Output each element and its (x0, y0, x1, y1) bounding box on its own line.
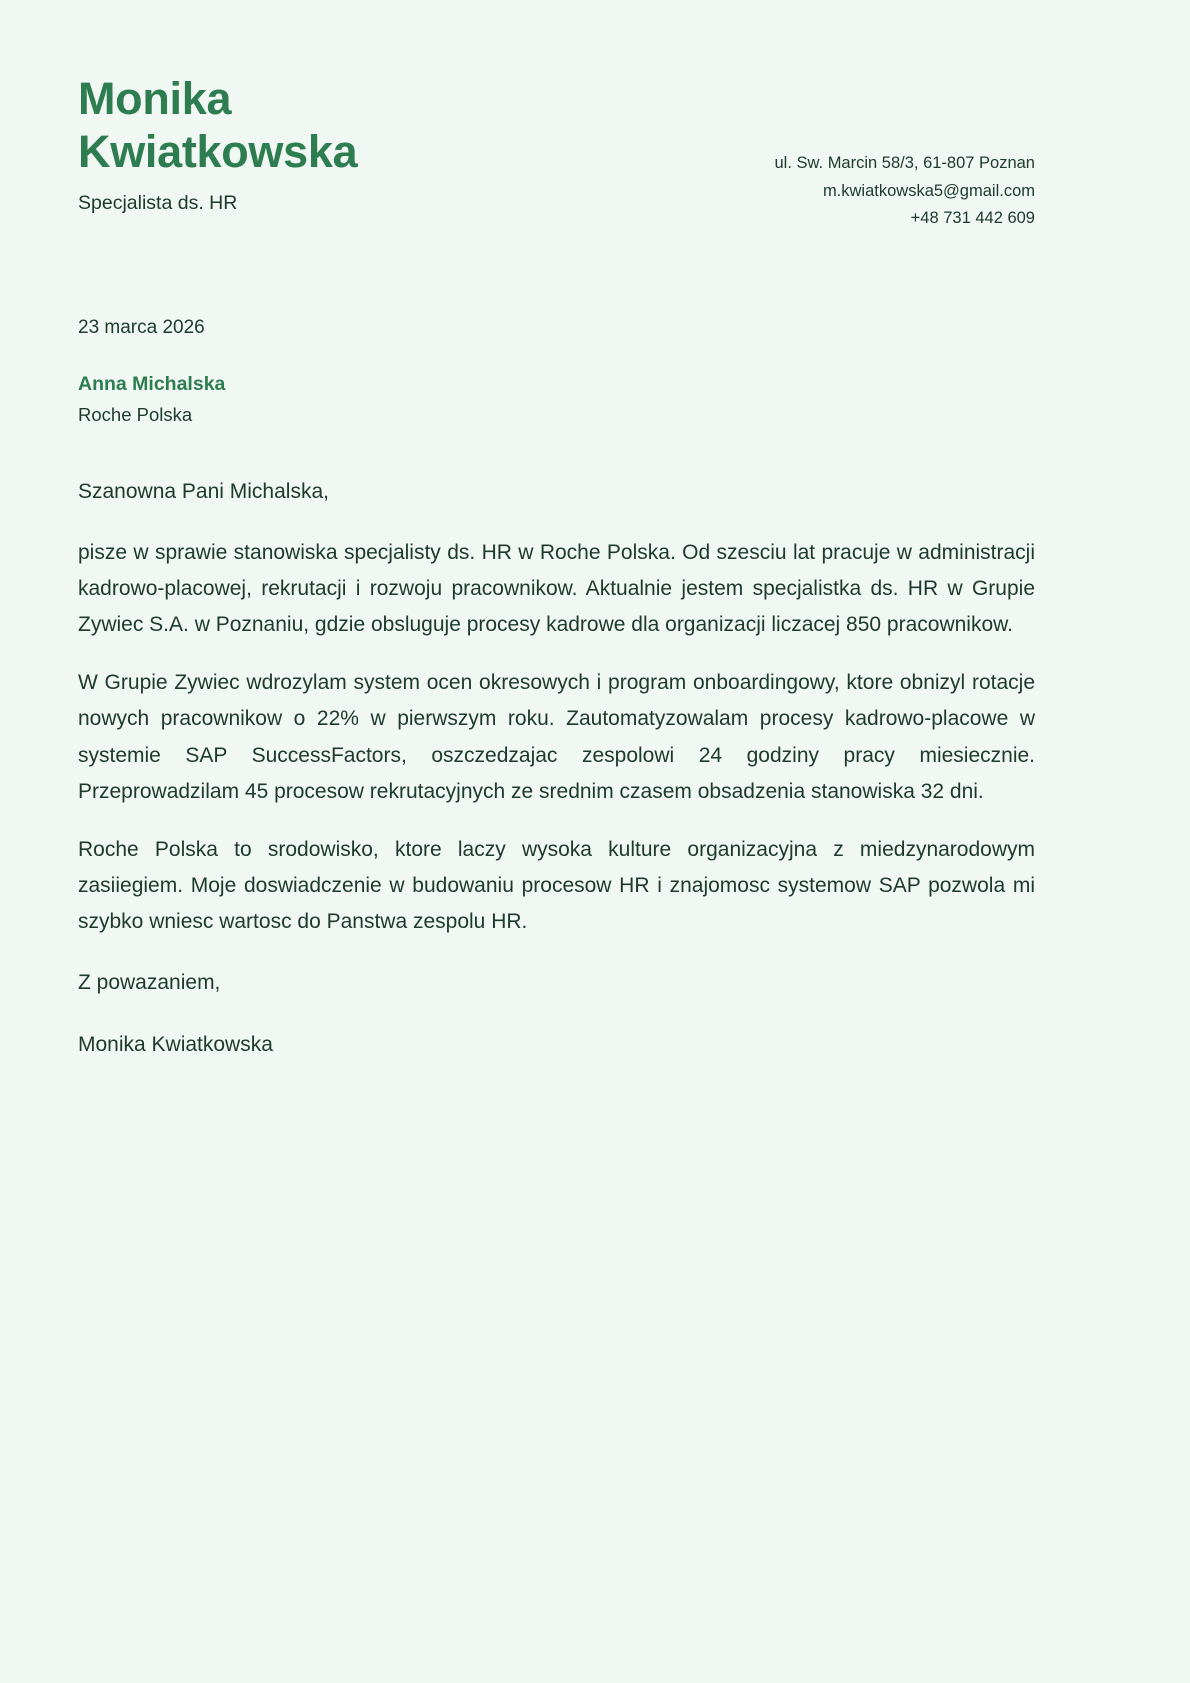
recipient-block (78, 369, 1035, 429)
sender-name (78, 72, 408, 178)
contact-phone: +48 731 442 609 (910, 209, 1035, 228)
contact-email: m.kwiatkowska5@gmail.com (822, 181, 1035, 200)
salutation: Szanowna Pani Michalska, (78, 480, 329, 504)
letter-body (78, 476, 1035, 1061)
signature-name: Monika Kwiatkowska (78, 1032, 273, 1056)
sender-identity (78, 72, 698, 217)
sender-last-name: Kwiatkowska (78, 126, 358, 178)
letter-date: 23 marca 2026 (78, 317, 205, 338)
contact-address: ul. Sw. Marcin 58/3, 61-807 Poznan (774, 154, 1035, 172)
body-paragraph-2: W Grupie Zywiec wdrozylam system ocen okresowych i program onboardingowy, ktore obnizyl rotacje nowych pracownikow o 22% w pierwszym roku. Zautomatyzowalam procesy kadrowo-placowe w systemie SAP SuccessFactors, oszczedzajac zespolowi 24 godziny pracy miesiecznie. Przeprowadzilam 45 procesow rekrutacyjnych ze srednim czasem obsadzenia stanowiska 32 dni. (78, 671, 1035, 803)
letter-header (78, 72, 1035, 242)
recipient-company: Roche Polska (78, 403, 193, 425)
body-paragraph-3: Roche Polska to srodowisko, ktore laczy wysoka kulture organizacyjna z miedzynarodowym zasiiegiem. Moje doswiadczenie w budowaniu procesow HR i znajomosc systemow SAP pozwola mi szybko wniesc wartosc do Panstwa zespolu HR. (78, 837, 1035, 933)
contact-details (775, 150, 1036, 233)
body-paragraph-1: pisze w sprawie stanowiska specjalisty ds. HR w Roche Polska. Od szesciu lat pracuje w administracji kadrowo-placowej, rekrutacji i rozwoju pracownikow. Aktualnie jestem specjalistka ds. HR w Grupie Zywiec S.A. w Poznaniu, gdzie obsluguje procesy kadrowe dla organizacji liczacej 850 pracownikow. (78, 541, 1035, 637)
recipient-name: Anna Michalska (78, 372, 226, 395)
sender-role: Specjalista ds. HR (78, 192, 238, 215)
sender-first-name: Monika (78, 73, 232, 124)
closing-phrase: Z powazaniem, (78, 971, 221, 995)
letter-meta (78, 314, 1035, 428)
